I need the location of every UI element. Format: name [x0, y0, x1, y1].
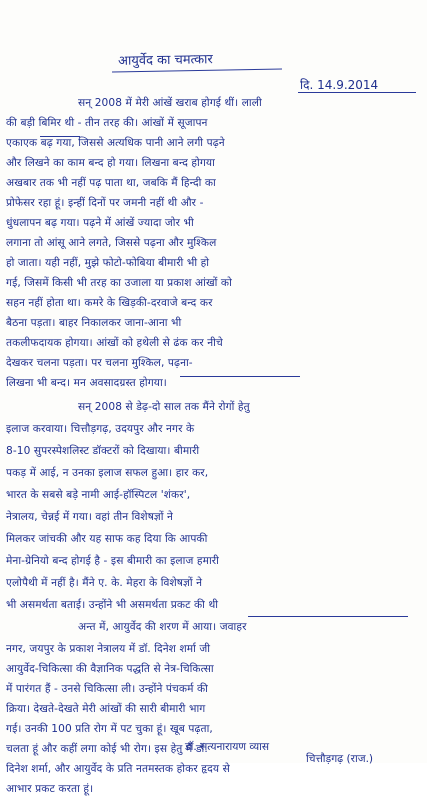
body-line: चलता हूं और कहीं लगा कोई भी रोग। इस हेतु मैं डॉ. [6, 743, 208, 755]
body-line: अखबार तक भी नहीं पढ़ पाता था, जबकि मैं हिन्दी का [6, 177, 216, 189]
body-line: आयुर्वेद-चिकित्सा की वैज्ञानिक पद्धति से नेत्र-चिकित्सा [6, 663, 214, 675]
body-line: अन्त में, आयुर्वेद की शरण में आया। जवाहर [78, 621, 247, 633]
body-line: धुंधलापन बढ़ गया। पढ़ने में आंखें ज्यादा जोर भी [6, 217, 194, 229]
body-line: लिखना भी बन्द। मन अवसादग्रस्त होगया। [6, 377, 167, 389]
body-line: तकलीफदायक होगया। आंखों को हथेली से ढंक कर नीचे [6, 337, 223, 349]
signature: डॉ. सत्यनारायण व्यास [185, 741, 270, 753]
body-line: पकड़ में आई, न उनका इलाज सफल हुआ। हार कर, [6, 467, 209, 479]
body-line: देखकर चलना पड़ता। पर चलना मुश्किल, पढ़ना- [6, 357, 193, 369]
body-line: क्रिया। देखते-देखते मेरी आंखों की सारी बीमारी भाग [6, 703, 206, 715]
underline-mark [180, 376, 300, 377]
body-line: सन् 2008 से डेढ़-दो साल तक मैंने रोगों हेतु [78, 401, 250, 413]
body-line: हो जाता। यही नहीं, मुझे फोटो-फोबिया बीमारी भी हो [6, 257, 210, 269]
body-line: प्रोफेसर रहा हूं। इन्हीं दिनों पर जमनी नहीं थी और - [6, 197, 204, 209]
underline-mark [40, 136, 80, 137]
underline-mark [248, 616, 408, 617]
body-line: बैठना पड़ता। बाहर निकालकर जाना-आना भी [6, 317, 182, 329]
body-line: सहन नहीं होता था। कमरे के खिड़की-दरवाजे बन्द कर [6, 297, 213, 309]
body-line: की बड़ी बिमिर थी - तीन तरह की। आंखों में सूजापन [6, 117, 208, 129]
body-line: भी असमर्थता बताई। उन्होंने भी असमर्थता प्रकट की थी [6, 599, 219, 611]
body-line: आभार प्रकट करता हूं। [6, 783, 94, 795]
letter-date: दि. 14.9.2014 [300, 78, 379, 92]
body-line: गई, जिसमें किसी भी तरह का उजाला या प्रकाश आंखों को [6, 277, 232, 289]
body-line: मिलकर जांचकी और यह साफ कह दिया कि आपकी [6, 533, 208, 545]
body-line: 8-10 सुपरस्पेशलिस्ट डॉक्टरों को दिखाया। बीमारी [6, 445, 200, 457]
body-line: भारत के सबसे बड़े नामी आई-हॉस्पिटल 'शंकर', [6, 489, 191, 501]
body-line: मेना-ग्रेनियो बन्द होगई है - इस बीमारी का इलाज हमारी [6, 555, 219, 567]
letter-title: आयुर्वेद का चमत्कार [117, 52, 213, 69]
body-line: गई। उनकी 100 प्रति रोग में पट चुका हूं। खूब पढ़ता, [6, 723, 213, 735]
body-line: लगाना तो आंसू आने लगते, जिससे पढ़ना और मुश्किल [6, 237, 217, 249]
body-line: और लिखने का काम बन्द हो गया। लिखना बन्द होगया [6, 157, 215, 169]
body-line: दिनेश शर्मा, और आयुर्वेद के प्रति नतमस्तक होकर हृदय से [6, 763, 230, 775]
body-line: नेत्रालय, चेन्नई में गया। वहां तीन विशेषज्ञों ने [6, 511, 174, 523]
body-line: में पारंगत हैं - उनसे चिकित्सा ली। उन्होंने पंचकर्म की [6, 683, 208, 695]
body-line: नगर, जयपुर के प्रकाश नेत्रालय में डॉ. दिनेश शर्मा जी [6, 643, 211, 655]
body-line: एलोपैथी में नहीं है। मैंने ए. के. मेहरा के विशेषज्ञों ने [6, 577, 203, 589]
body-line: इलाज करवाया। चित्तौड़गढ़, उदयपुर और नगर के [6, 423, 195, 435]
signature-place: चित्तौड़गढ़ (राज.) [306, 753, 374, 765]
body-line: सन् 2008 में मेरी आंखें खराब होगई थीं। लाली [78, 97, 262, 109]
title-underline [112, 69, 282, 73]
body-line: एकाएक बढ़ गया, जिससे अत्यधिक पानी आने लगी पढ़ने [6, 137, 225, 149]
